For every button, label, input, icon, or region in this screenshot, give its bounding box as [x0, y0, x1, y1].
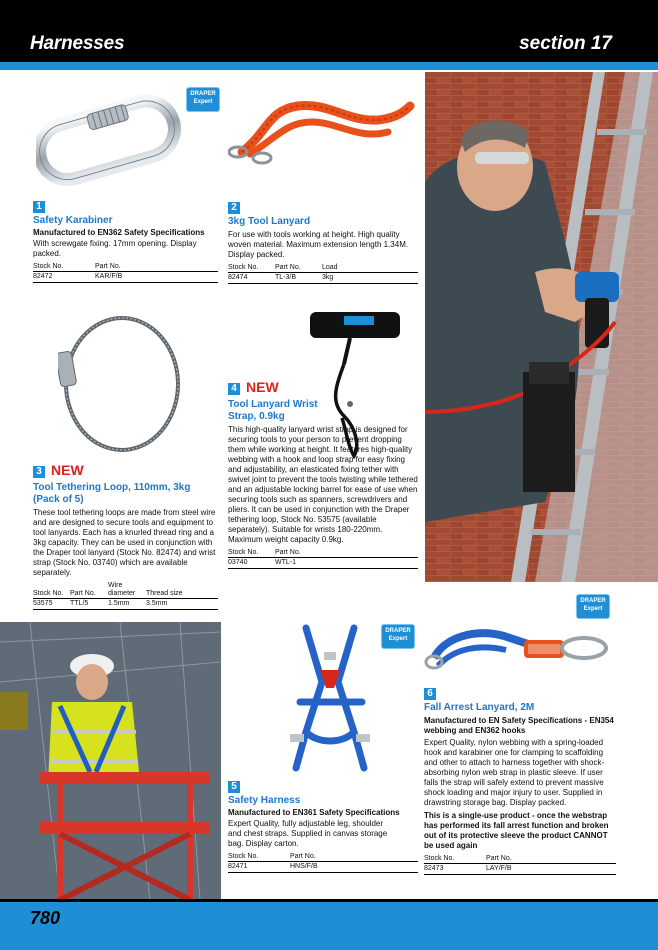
product-warning: This is a single-use product - once the webstrap has performed its fall arrest function and broken out of its protective sleeve the product CANNOT be used again	[424, 811, 609, 850]
product-description: For use with tools working at height. High quality woven material. Maximum extension length 1.34M. Display packed.	[228, 230, 409, 259]
product-title: Safety Karabiner	[33, 215, 113, 226]
tool-lanyard-image	[228, 92, 418, 172]
product-2	[228, 197, 418, 284]
karabiner-image	[36, 90, 186, 195]
part-no: LAY/F/B	[486, 864, 616, 875]
product-title: 3kg Tool Lanyard	[228, 216, 311, 227]
brand-sub: Expert	[583, 606, 603, 612]
new-badge: NEW	[51, 462, 84, 478]
product-table	[228, 549, 418, 569]
brand-sub: Expert	[193, 99, 213, 105]
col-thread-size: Thread size	[146, 582, 218, 599]
product-title: Tool Tethering Loop, 110mm, 3kg (Pack of 5)	[33, 482, 191, 505]
tethering-loop-image	[58, 308, 188, 458]
product-spec: Manufactured to EN361 Safety Specifications	[228, 808, 400, 817]
part-no: TTL/5	[70, 599, 108, 610]
col-stock-no: Stock No.	[228, 853, 290, 862]
product-number: 3	[33, 466, 45, 478]
section-label: section 17	[519, 33, 612, 54]
product-number: 6	[424, 688, 436, 700]
col-part-no: Part No.	[70, 582, 108, 599]
part-no: TL-3/B	[275, 273, 322, 284]
stock-no: 82474	[228, 273, 275, 284]
fall-arrest-lanyard-image	[424, 618, 614, 680]
product-table	[228, 264, 418, 284]
product-spec: Manufactured to EN Safety Specifications - EN354 webbing and EN362 hooks	[424, 716, 614, 735]
stock-no: 82472	[33, 272, 95, 283]
footer-bar	[0, 902, 658, 950]
col-stock-no: Stock No.	[424, 855, 486, 864]
product-5	[228, 776, 418, 873]
brand-sub: Expert	[388, 636, 408, 642]
stock-no: 53575	[33, 599, 70, 610]
col-stock-no: Stock No.	[33, 582, 70, 599]
product-table	[33, 582, 218, 610]
col-load: Load	[322, 264, 418, 273]
product-table	[424, 855, 616, 875]
product-title: Fall Arrest Lanyard, 2M	[424, 702, 535, 713]
thread-size: 3.5mm	[146, 599, 218, 610]
product-title: Safety Harness	[228, 795, 301, 806]
product-number: 4	[228, 383, 240, 395]
scissor-lift-photo	[0, 622, 221, 900]
stock-no: 82471	[228, 862, 290, 873]
col-stock-no: Stock No.	[228, 264, 275, 273]
product-table	[33, 263, 218, 283]
product-title: Tool Lanyard Wrist Strap, 0.9kg	[228, 399, 318, 422]
header-accent-stripe	[0, 62, 658, 70]
draper-expert-badge	[186, 87, 220, 112]
new-badge: NEW	[246, 379, 279, 395]
col-wire-diameter: Wire diameter	[108, 582, 146, 599]
stock-no: 03740	[228, 558, 275, 569]
product-number: 5	[228, 781, 240, 793]
page-number: 780	[30, 908, 61, 928]
col-part-no: Part No.	[290, 853, 418, 862]
product-description: Expert Quality, nylon webbing with a spring-loaded hook and karabiner one for clamping to scaffolding and other to attach to harness together with shock-absorbing nylon web strap in plastic sleeve. If user falls the strap will safely extend to prevent massive shock loading and major injury to user. Supplied in drawstring storage bag. Display packed.	[424, 738, 605, 807]
col-part-no: Part No.	[95, 263, 218, 272]
product-3	[33, 461, 218, 610]
draper-expert-badge	[576, 594, 610, 619]
product-description: Expert Quality, fully adjustable leg, shoulder and chest straps. Supplied in canvas storage bag. Display carton.	[228, 819, 388, 848]
product-1	[33, 196, 218, 283]
product-4	[228, 378, 418, 569]
part-no: WTL-1	[275, 558, 418, 569]
wire-diameter: 1.5mm	[108, 599, 146, 610]
col-part-no: Part No.	[275, 549, 418, 558]
col-part-no: Part No.	[486, 855, 616, 864]
part-no: KAR/F/B	[95, 272, 218, 283]
part-no: HNS/F/B	[290, 862, 418, 873]
product-6	[424, 683, 616, 875]
product-table	[228, 853, 418, 873]
product-spec: Manufactured to EN362 Safety Specifications	[33, 228, 205, 237]
safety-harness-image	[276, 622, 386, 772]
col-stock-no: Stock No.	[33, 263, 95, 272]
load: 3kg	[322, 273, 418, 284]
brand-name: DRAPER	[190, 91, 216, 97]
brand-name: DRAPER	[580, 598, 606, 604]
page-heading: Harnesses	[30, 33, 125, 54]
brand-name: DRAPER	[385, 628, 411, 634]
product-description: With screwgate fixing. 17mm opening. Display packed.	[33, 239, 197, 258]
stock-no: 82473	[424, 864, 486, 875]
col-stock-no: Stock No.	[228, 549, 275, 558]
col-part-no: Part No.	[275, 264, 322, 273]
worker-ladder-photo	[425, 72, 658, 582]
product-number: 2	[228, 202, 240, 214]
draper-expert-badge	[381, 624, 415, 649]
product-description: These tool tethering loops are made from steel wire and are designed to secure tools and equipment to tool lanyards. Each has a knurled thread ring and a 3kg capacity. They can be used in conjunction with the Draper tool lanyard (Stock No. 82474) and wrist strap (Stock No. 03740) which are available separately.	[33, 508, 216, 577]
product-description: This high-quality lanyard wrist strap is designed for securing tools to your person to prevent dropping them while working at height. It features high-quality webbing with a hook and loop strap for easy fixing and adjustability, an elasticated fixing tether with swivel joint to prevent the tools twisting while tethered and an adjustable locking barrel for ease of use when securing tools such as spanners, screwdrivers and pliers. It can be used in conjunction with the Draper tethering loop, Stock No. 53575 (available separately). Suitable for wrists 180-220mm. Maximum weight capacity 0.9kg.	[228, 425, 418, 544]
product-number: 1	[33, 201, 45, 213]
